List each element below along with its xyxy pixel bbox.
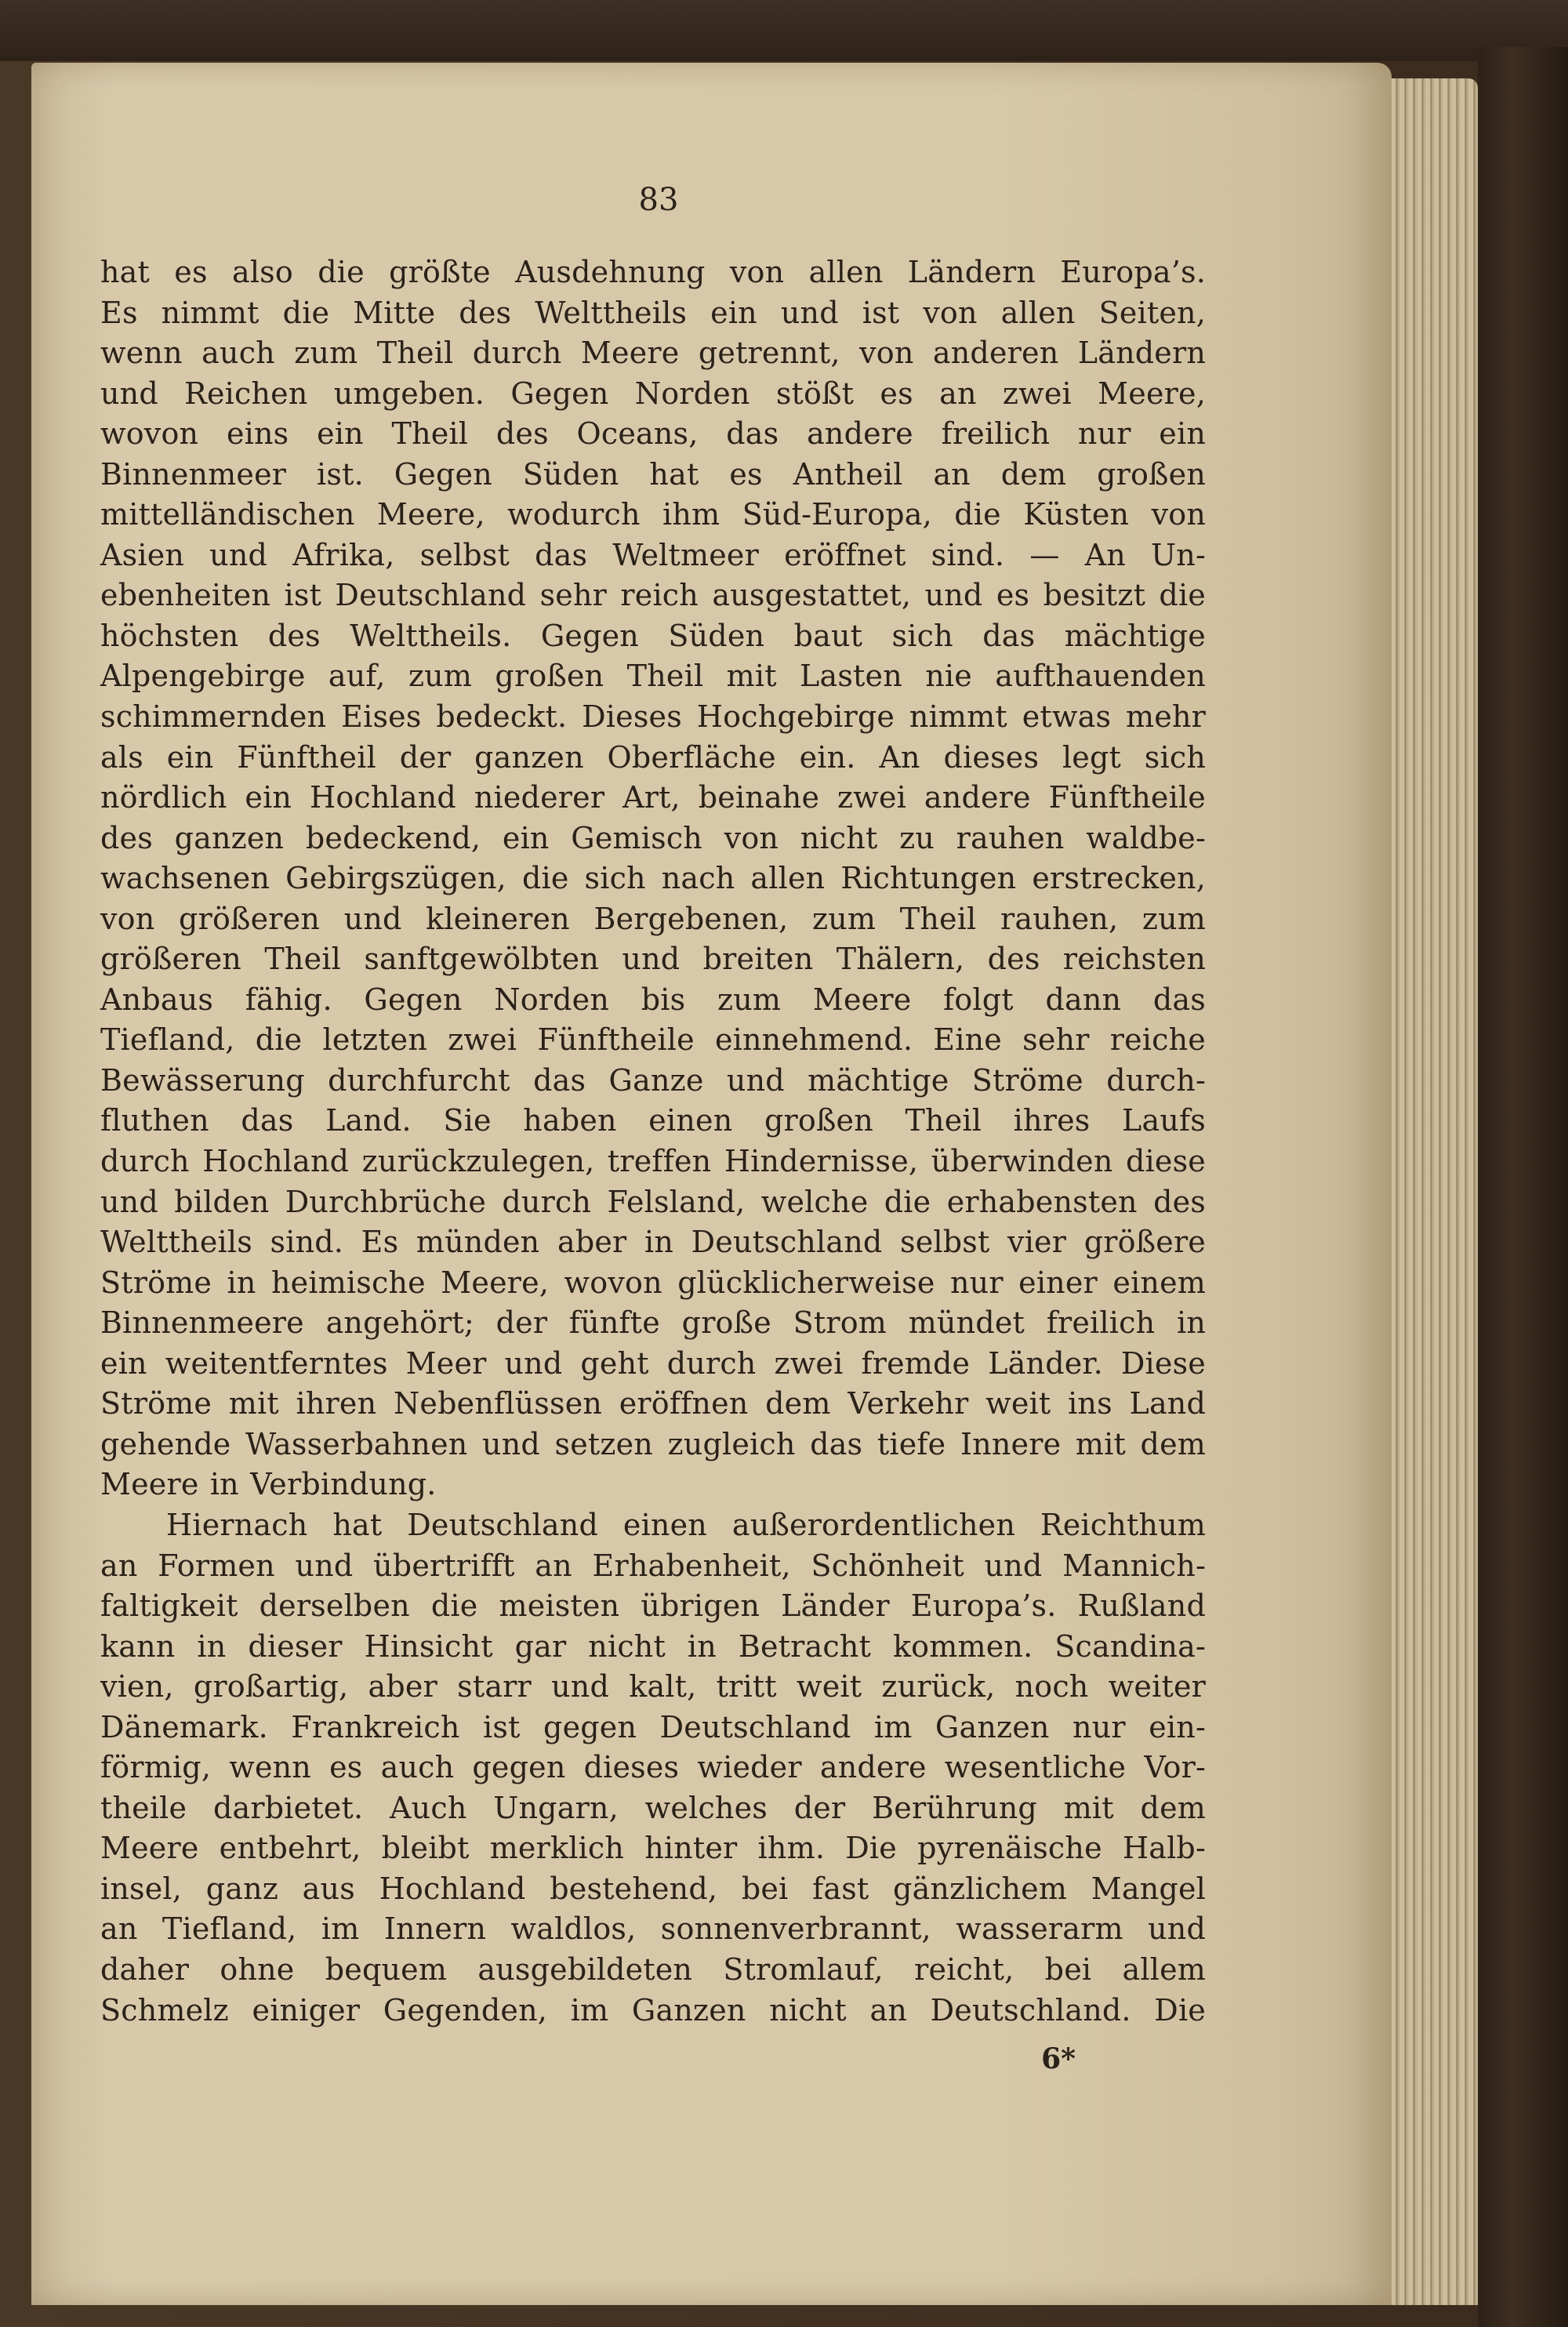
text-line-paragraph-end: Meere in Verbindung. bbox=[100, 1467, 437, 1502]
text-line: mittelländischen Meere, wodurch ihm Süd-Europa, die Küsten von bbox=[100, 497, 1206, 532]
text-line: Ströme mit ihren Nebenflüssen eröffnen dem Verkehr weit ins Land bbox=[100, 1386, 1206, 1421]
text-line: insel, ganz aus Hochland bestehend, bei fast gänzlichem Mangel bbox=[100, 1871, 1206, 1906]
text-line: und Reichen umgeben. Gegen Norden stößt es an zwei Meere, bbox=[100, 376, 1206, 411]
text-line: theile darbietet. Auch Ungarn, welches der Berührung mit dem bbox=[100, 1790, 1206, 1825]
text-line: kann in dieser Hinsicht gar nicht in Betracht kommen. Scandina- bbox=[100, 1628, 1206, 1664]
text-line: faltigkeit derselben die meisten übrigen Länder Europa’s. Rußland bbox=[100, 1588, 1206, 1624]
text-line: Schmelz einiger Gegenden, im Ganzen nicht an Deutschland. Die bbox=[100, 1992, 1206, 2028]
text-line-paragraph-start: Hiernach hat Deutschland einen außerordentlichen Reichthum bbox=[166, 1507, 1206, 1542]
text-line: Dänemark. Frankreich ist gegen Deutschland im Ganzen nur ein- bbox=[100, 1709, 1206, 1744]
book-cover-top bbox=[0, 0, 1568, 61]
text-line: nördlich ein Hochland niederer Art, beinahe zwei andere Fünftheile bbox=[100, 780, 1206, 815]
text-line: daher ohne bequem ausgebildeten Stromlauf, reicht, bei allem bbox=[100, 1951, 1206, 1987]
text-line: Asien und Afrika, selbst das Weltmeer eröffnet sind. — An Un- bbox=[100, 537, 1206, 572]
text-line: Tiefland, die letzten zwei Fünftheile einnehmend. Eine sehr reiche bbox=[100, 1022, 1206, 1058]
text-line: vien, großartig, aber starr und kalt, tritt weit zurück, noch weiter bbox=[100, 1669, 1206, 1704]
text-line: als ein Fünftheil der ganzen Oberfläche ein. An dieses legt sich bbox=[100, 739, 1206, 775]
text-line: von größeren und kleineren Bergebenen, zum Theil rauhen, zum bbox=[100, 901, 1206, 936]
text-line: förmig, wenn es auch gegen dieses wieder andere wesentliche Vor- bbox=[100, 1750, 1206, 1785]
text-line: durch Hochland zurückzulegen, treffen Hindernisse, überwinden diese bbox=[100, 1144, 1206, 1179]
text-line: Welttheils sind. Es münden aber in Deutschland selbst vier größere bbox=[100, 1225, 1206, 1260]
page-number: 83 bbox=[638, 182, 679, 218]
text-line: größeren Theil sanftgewölbten und breiten Thälern, des reichsten bbox=[100, 942, 1206, 977]
text-line: an Formen und übertrifft an Erhabenheit, Schönheit und Mannich- bbox=[100, 1548, 1206, 1583]
text-line: an Tiefland, im Innern waldlos, sonnenverbrannt, wasserarm und bbox=[100, 1911, 1206, 1947]
page-stack-edges bbox=[1392, 78, 1478, 2305]
text-line: gehende Wasserbahnen und setzen zugleich das tiefe Innere mit dem bbox=[100, 1426, 1206, 1461]
text-line: schimmernden Eises bedeckt. Dieses Hochgebirge nimmt etwas mehr bbox=[100, 699, 1206, 735]
text-line: Anbaus fähig. Gegen Norden bis zum Meere folgt dann das bbox=[100, 982, 1206, 1017]
text-line: Alpengebirge auf, zum großen Theil mit Lasten nie aufthauenden bbox=[100, 659, 1206, 694]
text-line: Binnenmeer ist. Gegen Süden hat es Antheil an dem großen bbox=[100, 456, 1206, 492]
text-line: ebenheiten ist Deutschland sehr reich ausgestattet, und es besitzt die bbox=[100, 578, 1206, 613]
body-text bbox=[100, 252, 1206, 2031]
text-line: Ströme in heimische Meere, wovon glücklicherweise nur einer einem bbox=[100, 1265, 1206, 1300]
text-line: wenn auch zum Theil durch Meere getrennt, von anderen Ländern bbox=[100, 336, 1206, 371]
text-line: fluthen das Land. Sie haben einen großen Theil ihres Laufs bbox=[100, 1103, 1206, 1138]
text-line: höchsten des Welttheils. Gegen Süden baut sich das mächtige bbox=[100, 618, 1206, 653]
text-line: Meere entbehrt, bleibt merklich hinter ihm. Die pyrenäische Halb- bbox=[100, 1831, 1206, 1866]
signature-mark: 6* bbox=[1041, 2042, 1076, 2075]
text-line: wachsenen Gebirgszügen, die sich nach allen Richtungen erstrecken, bbox=[100, 861, 1206, 896]
text-line: und bilden Durchbrüche durch Felsland, welche die erhabensten des bbox=[100, 1184, 1206, 1219]
text-line: hat es also die größte Ausdehnung von allen Ländern Europa’s. bbox=[100, 255, 1206, 289]
text-line: wovon eins ein Theil des Oceans, das andere freilich nur ein bbox=[100, 416, 1206, 452]
text-line: Es nimmt die Mitte des Welttheils ein und ist von allen Seiten, bbox=[100, 295, 1206, 330]
text-line: Bewässerung durchfurcht das Ganze und mächtige Ströme durch- bbox=[100, 1062, 1206, 1098]
text-line: Binnenmeere angehört; der fünfte große Strom mündet freilich in bbox=[100, 1305, 1206, 1341]
book-cover-edge bbox=[1478, 47, 1568, 2327]
text-line: ein weitentferntes Meer und geht durch zwei fremde Länder. Diese bbox=[100, 1345, 1206, 1381]
text-line: des ganzen bedeckend, ein Gemisch von nicht zu rauhen waldbe- bbox=[100, 820, 1206, 855]
